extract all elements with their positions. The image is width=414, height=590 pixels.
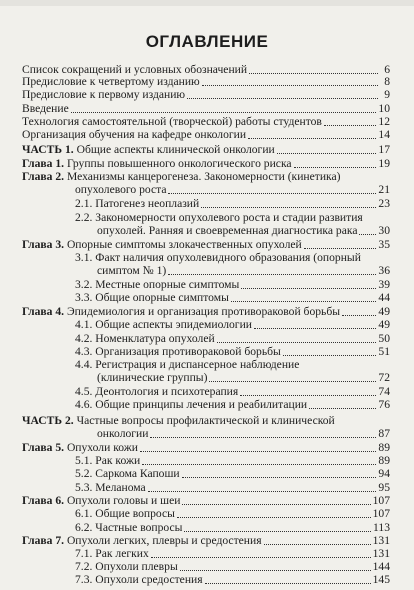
toc-entry-page: 50 — [378, 332, 390, 345]
dot-leader — [148, 490, 377, 492]
toc-entry-text: Общие аспекты клинической онкологии — [76, 143, 275, 156]
toc-entry — [75, 453, 390, 467]
dot-leader — [168, 192, 376, 194]
toc-entry-text: онкологии — [97, 427, 149, 440]
toc-entry-prefix: Глава 1. — [22, 157, 65, 170]
toc-entry-page: 76 — [378, 398, 390, 411]
toc-entry — [97, 370, 390, 384]
toc-entry-text: симптом № 1) — [97, 264, 167, 277]
toc-entry-page: 74 — [378, 385, 390, 398]
toc-entry-text: (клинические группы) — [97, 371, 208, 384]
toc-entry-page: 95 — [378, 481, 390, 494]
toc-entry — [97, 426, 390, 440]
toc-entry-page: 94 — [378, 467, 390, 480]
dot-leader — [142, 463, 376, 465]
toc-entry — [22, 440, 390, 454]
toc-entry — [75, 210, 390, 224]
toc-entry-text: 7.2. Опухоли плевры — [75, 560, 178, 573]
toc-entry-text: 4.5. Деонтология и психотерапия — [75, 385, 239, 398]
dot-leader — [151, 556, 371, 558]
toc-entry-text: Опухоли кожи — [66, 441, 138, 454]
toc-entry-text: 3.1. Факт наличия опухолевидного образования (опорный — [75, 251, 361, 264]
dot-leader — [283, 354, 377, 356]
toc-entry-text: 3.2. Местные опорные симптомы — [75, 278, 240, 291]
dot-leader — [209, 380, 376, 382]
toc-entry — [22, 169, 390, 183]
toc-entry-page: 131 — [372, 547, 390, 560]
toc-entry-label — [22, 88, 185, 101]
toc-entry-page: 8 — [384, 75, 390, 88]
dot-leader — [182, 503, 370, 505]
dot-leader — [217, 341, 377, 343]
dot-leader — [201, 206, 376, 208]
toc-entry — [22, 87, 390, 101]
toc-entry-page: 107 — [372, 494, 390, 507]
toc-entry-page: 6 — [384, 63, 390, 76]
toc-entry-label — [75, 318, 252, 331]
toc-entry-text: 4.4. Регистрация и диспансерное наблюдение — [75, 358, 300, 371]
toc-entry-label — [97, 371, 207, 384]
dot-leader — [202, 84, 378, 86]
toc-entry-prefix: ЧАСТЬ 2. — [22, 414, 74, 427]
toc-entry-prefix: ЧАСТЬ 1. — [22, 143, 74, 156]
toc-entry-page: 12 — [378, 115, 390, 128]
toc-entry — [22, 142, 390, 156]
toc-entry-text: Опорные симптомы злокачественных опухолей — [66, 238, 302, 251]
toc-entry-text: 2.1. Патогенез неоплазий — [75, 197, 200, 210]
toc-entry-text: Опухоли легких, плевры и средостения — [66, 534, 262, 547]
dot-leader — [187, 97, 378, 99]
toc-entry — [22, 74, 390, 88]
toc-entry-label — [75, 183, 166, 196]
toc-entry — [75, 196, 390, 210]
toc-entry-page: 89 — [378, 454, 390, 467]
toc-entry-text: Организация обучения на кафедре онкологии — [22, 128, 247, 141]
toc-entry-label — [75, 573, 203, 586]
dot-leader — [309, 407, 376, 409]
dot-leader — [184, 530, 371, 532]
toc-entry-label — [75, 507, 175, 520]
toc-entry-prefix: Глава 4. — [22, 305, 65, 318]
toc-entry — [75, 317, 390, 331]
toc-entry — [75, 277, 390, 291]
dot-leader — [294, 166, 377, 168]
toc-entry — [22, 493, 390, 507]
toc-entry — [75, 357, 390, 371]
toc-entry — [75, 397, 390, 411]
toc-entry-text: Опухоли головы и шеи — [66, 494, 181, 507]
toc-entry — [97, 263, 390, 277]
toc-entry-page: 23 — [378, 197, 390, 210]
dot-leader — [180, 569, 371, 571]
toc-entry-text: 3.3. Общие опорные симптомы — [75, 291, 229, 304]
toc-entry-prefix: Глава 6. — [22, 494, 65, 507]
toc-entry-label — [22, 128, 246, 141]
toc-entry-page: 72 — [378, 371, 390, 384]
toc-entry-text: опухолевого роста — [75, 183, 167, 196]
toc-entry — [22, 114, 390, 128]
toc-entry-page: 113 — [373, 521, 390, 534]
toc-entry-label — [22, 143, 275, 156]
toc-entry-text: опухолей. Ранняя и своевременная диагностика рака — [97, 224, 358, 237]
dot-leader — [304, 247, 377, 249]
toc-entry — [75, 559, 390, 573]
toc-entry-text: Эпидемиология и организация противораковой борьбы — [66, 305, 341, 318]
toc-entry-page: 30 — [378, 224, 390, 237]
toc-entry-page: 49 — [378, 305, 390, 318]
toc-entry — [75, 506, 390, 520]
toc-entry-page: 14 — [378, 128, 390, 141]
dot-leader — [248, 137, 376, 139]
toc-entry-text: 4.1. Общие аспекты эпидемиологии — [75, 318, 252, 331]
toc-entry-text: Список сокращений и условных обозначений — [22, 63, 248, 76]
dot-leader — [254, 327, 376, 329]
toc-entry — [75, 480, 390, 494]
toc-entry — [75, 520, 390, 534]
toc-entry-page: 21 — [378, 183, 390, 196]
toc-entry-text: 5.2. Саркома Капоши — [75, 467, 180, 480]
dot-leader — [240, 394, 376, 396]
toc-entry-page: 145 — [372, 573, 390, 586]
toc-entry-label — [75, 398, 307, 411]
toc-entry-text: 4.2. Номенклатура опухолей — [75, 332, 215, 345]
dot-leader — [264, 543, 371, 545]
dot-leader — [231, 300, 377, 302]
toc-entry-page: 87 — [378, 427, 390, 440]
toc-entry-label — [97, 427, 148, 440]
toc-entry — [22, 413, 390, 427]
toc-entry — [75, 572, 390, 586]
toc-entry-label — [97, 224, 357, 237]
toc-entry-page: 144 — [372, 560, 390, 573]
dot-leader — [71, 111, 377, 113]
toc-entry-page: 35 — [378, 238, 390, 251]
toc-entry-page: 51 — [378, 345, 390, 358]
toc-entry — [22, 304, 390, 318]
toc-entry-text: Частные вопросы профилактической и клинической — [76, 414, 335, 427]
dot-leader — [168, 273, 376, 275]
toc-entry — [75, 344, 390, 358]
toc-entry-text: Предисловие к первому изданию — [22, 88, 186, 101]
toc-entry — [97, 223, 390, 237]
toc-entry — [75, 466, 390, 480]
toc-entry-label — [97, 264, 166, 277]
toc-entry-label — [75, 197, 199, 210]
toc-entry-text: 7.1. Рак легких — [75, 547, 149, 560]
dot-leader — [277, 152, 377, 154]
toc-entry-page: 131 — [372, 534, 390, 547]
page-title: ОГЛАВЛЕНИЕ — [145, 32, 269, 51]
toc-entry-page: 10 — [378, 102, 390, 115]
toc-entry — [22, 101, 390, 115]
toc-entry-page: 19 — [378, 157, 390, 170]
toc-entry-text: Механизмы канцерогенеза. Закономерности (кинетика) — [66, 170, 341, 183]
toc-entry — [75, 331, 390, 345]
toc-entry-text: 5.1. Рак кожи — [75, 454, 141, 467]
toc-entry-prefix: Глава 3. — [22, 238, 65, 251]
toc-entry-label — [75, 291, 229, 304]
toc-entry — [75, 546, 390, 560]
toc-entry-page: 36 — [378, 264, 390, 277]
toc-entry — [75, 182, 390, 196]
toc-entry — [22, 237, 390, 251]
toc-entry-prefix: Глава 2. — [22, 170, 65, 183]
dot-leader — [241, 287, 376, 289]
toc-entry-text: 2.2. Закономерности опухолевого роста и стадии развития — [75, 211, 363, 224]
dot-leader — [205, 582, 371, 584]
dot-leader — [324, 124, 376, 126]
toc-entry-page: 89 — [378, 441, 390, 454]
toc-entry-text: Технология самостоятельной (творческой) работы студентов — [22, 115, 322, 128]
toc-entry-page: 49 — [378, 318, 390, 331]
toc-entry-page: 9 — [384, 88, 390, 101]
dot-leader — [140, 450, 376, 452]
toc-entry-text: 6.2. Частные вопросы — [75, 521, 183, 534]
toc-entry — [22, 127, 390, 141]
toc-entry-page: 44 — [378, 291, 390, 304]
dot-leader — [177, 516, 371, 518]
toc-entry-text: 4.3. Организация противораковой борьбы — [75, 345, 281, 358]
toc-entry-text: Группы повышенного онкологического риска — [66, 157, 292, 170]
toc-entry — [75, 250, 390, 264]
toc-entry — [22, 156, 390, 170]
toc-entry-page: 107 — [372, 507, 390, 520]
toc-entry-prefix: Глава 7. — [22, 534, 65, 547]
toc-entry-text: 7.3. Опухоли средостения — [75, 573, 203, 586]
toc-entry-page: 17 — [378, 143, 390, 156]
toc-entry-text: Введение — [22, 102, 69, 115]
dot-leader — [182, 476, 377, 478]
toc-entry — [22, 533, 390, 547]
toc-entry-label — [75, 467, 180, 480]
toc-entry-text: 6.1. Общие вопросы — [75, 507, 175, 520]
dot-leader — [359, 233, 376, 235]
dot-leader — [150, 436, 376, 438]
toc-entry — [75, 384, 390, 398]
toc-entry-text: 4.6. Общие принципы лечения и реабилитации — [75, 398, 308, 411]
toc-entry-text: Предисловие к четвертому изданию — [22, 75, 200, 88]
toc-entry-prefix: Глава 5. — [22, 441, 65, 454]
toc-entry-text: 5.3. Меланома — [75, 481, 146, 494]
toc-entry-page: 39 — [378, 278, 390, 291]
dot-leader — [342, 314, 376, 316]
toc-entry — [75, 290, 390, 304]
